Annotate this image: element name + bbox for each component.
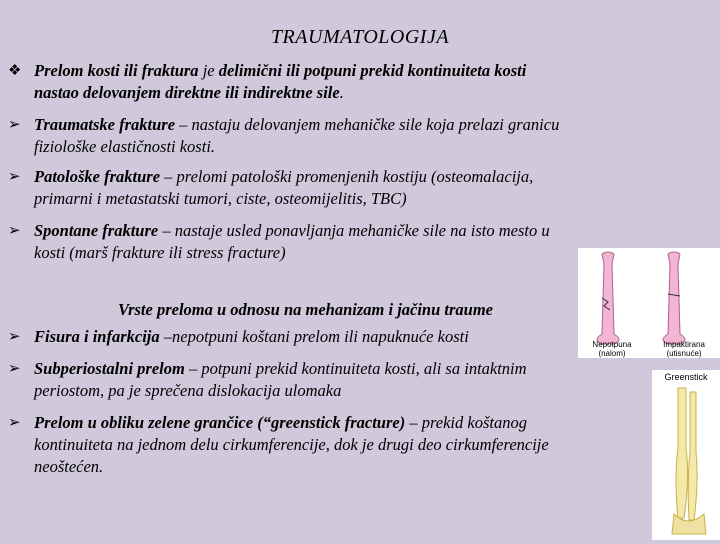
arrow-bullet-icon: ➢ [8, 361, 21, 377]
section-subheading: Vrste preloma u odnosu na mehanizam i jačinu traume [118, 300, 494, 319]
bullet-7-line-2: kontinuiteta na jednom delu cirkumferencije, dok je drugi deo cirkumferencije [34, 435, 549, 454]
arrow-bullet-icon: ➢ [8, 169, 21, 185]
bullet-1-line-1: Prelom kosti ili fraktura je delimični ili potpuni prekid kontinuiteta kosti [34, 61, 527, 80]
bullet-6-line-1: Subperiostalni prelom – potpuni prekid kontinuiteta kosti, ali sa intaktnim [34, 359, 527, 378]
arrow-bullet-icon: ➢ [8, 117, 21, 133]
page-title: TRAUMATOLOGIJA [270, 26, 450, 48]
bullet-2-line-1: Traumatske frakture – nastaju delovanjem mehaničke sile koja prelazi granicu [34, 115, 560, 134]
figure-caption: (nalom) [598, 349, 626, 358]
greenstick-figure [652, 370, 720, 540]
arrow-bullet-icon: ➢ [8, 415, 21, 431]
figure-caption: Impaktirana [663, 340, 705, 349]
bullet-6-line-2: periostom, pa je sprečena dislokacija ulomaka [34, 381, 342, 400]
bullet-5-line-1: Fisura i infarkcija –nepotpuni koštani prelom ili napuknuće kosti [34, 327, 469, 346]
greenstick-bone-illustration [652, 384, 720, 544]
bullet-3-line-1: Patološke frakture – prelomi patološki promenjenih kostiju (osteomalacija, [34, 167, 534, 186]
bullet-4-line-1: Spontane frakture – nastaje usled ponavljanja mehaničke sile na isto mesto u [34, 221, 550, 240]
arrow-bullet-icon: ➢ [8, 329, 21, 345]
bullet-3-line-2: primarni i metastatski tumori, ciste, osteomijelitis, TBC) [34, 189, 407, 208]
bullet-4-line-2: kosti (marš frakture ili stress fracture) [34, 243, 286, 262]
figure-caption: Nepotpuna [592, 340, 632, 349]
bullet-7-line-1: Prelom u obliku zelene grančice (“greenstick fracture) – prekid koštanog [34, 413, 527, 432]
bullet-2-line-2: fiziološke elastičnosti kosti. [34, 137, 216, 156]
figure-caption: Greenstick [664, 372, 708, 382]
bullet-1-line-2: nastao delovanjem direktne ili indirektne sile. [34, 83, 344, 102]
diamond-bullet-icon: ❖ [8, 63, 22, 79]
arrow-bullet-icon: ➢ [8, 223, 21, 239]
bullet-7-line-3: neoštećen. [34, 457, 104, 476]
figure-caption: (utisnuće) [666, 349, 702, 358]
fracture-figure [578, 248, 720, 358]
